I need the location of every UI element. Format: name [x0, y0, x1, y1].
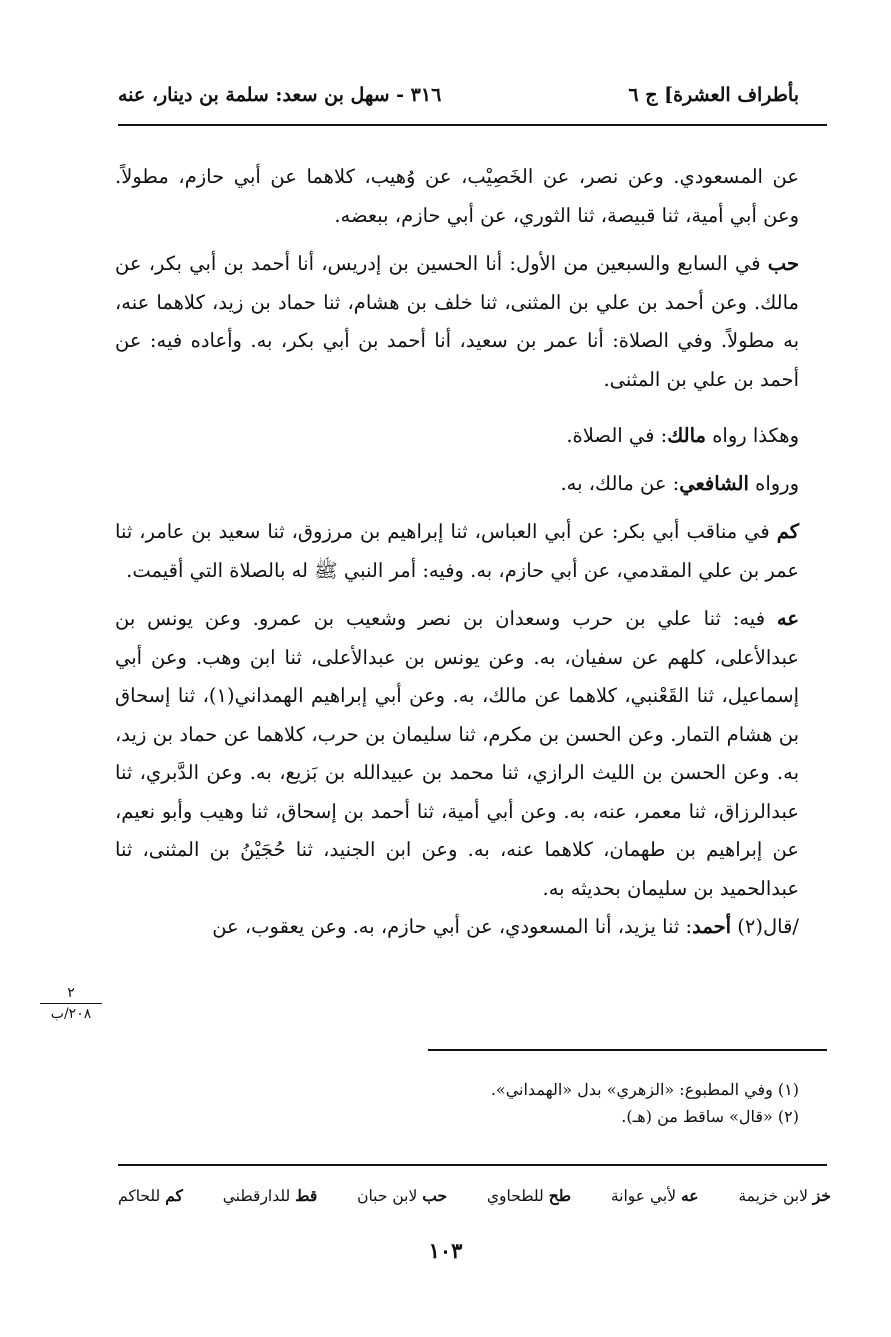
abbr-hb-label: لابن حبان: [357, 1187, 423, 1205]
abbreviation-key: [118, 1186, 831, 1205]
paragraph-7-text: : ثنا يزيد، أنا المسعودي، عن أبي حازم، به. وعن يعقوب، عن: [212, 915, 693, 938]
paragraph-5: [115, 513, 799, 590]
source-code-km: كم: [776, 520, 799, 543]
abbr-th: [487, 1186, 571, 1205]
main-text: [115, 158, 799, 946]
paragraph-2: [115, 245, 799, 399]
abbr-km-code: كم: [165, 1186, 183, 1205]
page-number: ١٠٣: [428, 1238, 463, 1263]
footnote-rule: [428, 1049, 827, 1051]
header-volume: بأطراف العشرة] ج ٦: [628, 84, 799, 106]
abbr-khz: [738, 1186, 831, 1205]
abbreviations-rule: [118, 1164, 827, 1166]
header-rule: [118, 124, 827, 126]
paragraph-4-lead: ورواه: [748, 472, 799, 495]
source-code-hb: حب: [767, 252, 799, 275]
abbr-ah-code: عه: [680, 1186, 699, 1205]
paragraph-7: [115, 908, 799, 946]
header-section: ٣١٦ - سهل بن سعد: سلمة بن دينار، عنه: [118, 84, 442, 106]
footnote-2: (٢) «قال» ساقط من (هـ).: [621, 1107, 799, 1126]
paragraph-6: [115, 600, 799, 908]
paragraph-2-text: في السابع والسبعين من الأول: أنا الحسين بن إدريس، أنا أحمد بن أبي بكر، عن مالك. وعن أحمد بن علي بن المثنى، ثنا خلف بن هشام، ثنا حماد بن زيد، كلاهما عنه، به مطولاً. وفي الصلاة: أنا عمر بن سعيد، أنا أحمد بن أبي بكر، به. وأعاده فيه: عن أحمد بن علي بن المثنى.: [115, 252, 799, 391]
margin-note-folio: ٢٠٨/ب: [50, 1006, 92, 1022]
abbr-qt-label: للدارقطني: [222, 1187, 296, 1205]
paragraph-6-text: فيه: ثنا علي بن حرب وسعدان بن نصر وشعيب بن عمرو. وعن يونس بن عبدالأعلى، كلهم عن سفيان، به. وعن يونس بن عبدالأعلى، ثنا ابن وهب. وعن أبي إسماعيل، ثنا القَعْنبي، كلاهما عن مالك، به. وعن أبي إبراهيم الهمداني(١)، ثنا إسحاق بن هشام التمار. وعن الحسن بن مكرم، ثنا سليمان بن حرب، كلاهما عن حماد بن زيد، به. وعن الحسن بن الليث الرازي، ثنا محمد بن عبيدالله بن بَزيع، به. وعن الدَّبري، ثنا عبدالرزاق، ثنا معمر، عنه، به. وعن أبي أمية، ثنا أحمد بن إسحاق، ثنا وهيب وأبو نعيم، عن إبراهيم بن طهمان، كلاهما عنه، به. وعن ابن الجنيد، ثنا حُجَيْنُ بن المثنى، ثنا عبدالحميد بن سليمان بحديثه به.: [115, 607, 799, 900]
margin-note-number: ٢: [40, 984, 102, 1004]
source-code-ah: عه: [776, 607, 799, 630]
abbr-hb: [357, 1186, 447, 1205]
abbr-hb-code: حب: [422, 1186, 448, 1205]
paragraph-4: [115, 465, 799, 503]
paragraph-3: [115, 417, 799, 455]
abbr-qt: [223, 1186, 318, 1205]
abbr-qt-code: قط: [295, 1186, 318, 1205]
abbr-khz-code: خز: [812, 1186, 831, 1205]
paragraph-7-lead: /قال(٢): [731, 915, 799, 938]
footnote-1: (١) وفي المطبوع: «الزهري» بدل «الهمداني».: [490, 1080, 799, 1099]
narrator-ahmad: أحمد: [692, 915, 732, 938]
paragraph-3-lead: وهكذا رواه: [706, 424, 799, 447]
paragraph-5-text: في مناقب أبي بكر: عن أبي العباس، ثنا إبراهيم بن مرزوق، ثنا سعيد بن عامر، ثنا عمر بن علي المقدمي، عن أبي حازم، به. وفيه: أمر النبي ﷺ له بالصلاة التي أقيمت.: [115, 520, 799, 582]
abbr-th-code: طح: [548, 1186, 572, 1205]
paragraph-3-rest: : في الصلاة.: [566, 424, 668, 447]
running-header: [118, 78, 799, 112]
abbr-khz-label: لابن خزيمة: [738, 1187, 813, 1205]
narrator-shafii: الشافعي: [679, 472, 749, 495]
narrator-malik: مالك: [667, 424, 706, 447]
paragraph-1: عن المسعودي. وعن نصر، عن الخَصِيْب، عن وُهيب، كلاهما عن أبي حازم، مطولاً. وعن أبي أمية، ثنا قبيصة، ثنا الثوري، عن أبي حازم، ببعضه.: [115, 165, 799, 227]
manuscript-margin-note: [40, 984, 102, 1023]
footnotes: [300, 1076, 799, 1130]
abbr-km: [118, 1186, 183, 1205]
abbr-ah: [611, 1186, 699, 1205]
abbr-km-label: للحاكم: [118, 1187, 166, 1205]
paragraph-4-rest: : عن مالك، به.: [560, 472, 680, 495]
abbr-ah-label: لأبي عوانة: [610, 1187, 681, 1205]
abbr-th-label: للطحاوي: [486, 1187, 549, 1205]
